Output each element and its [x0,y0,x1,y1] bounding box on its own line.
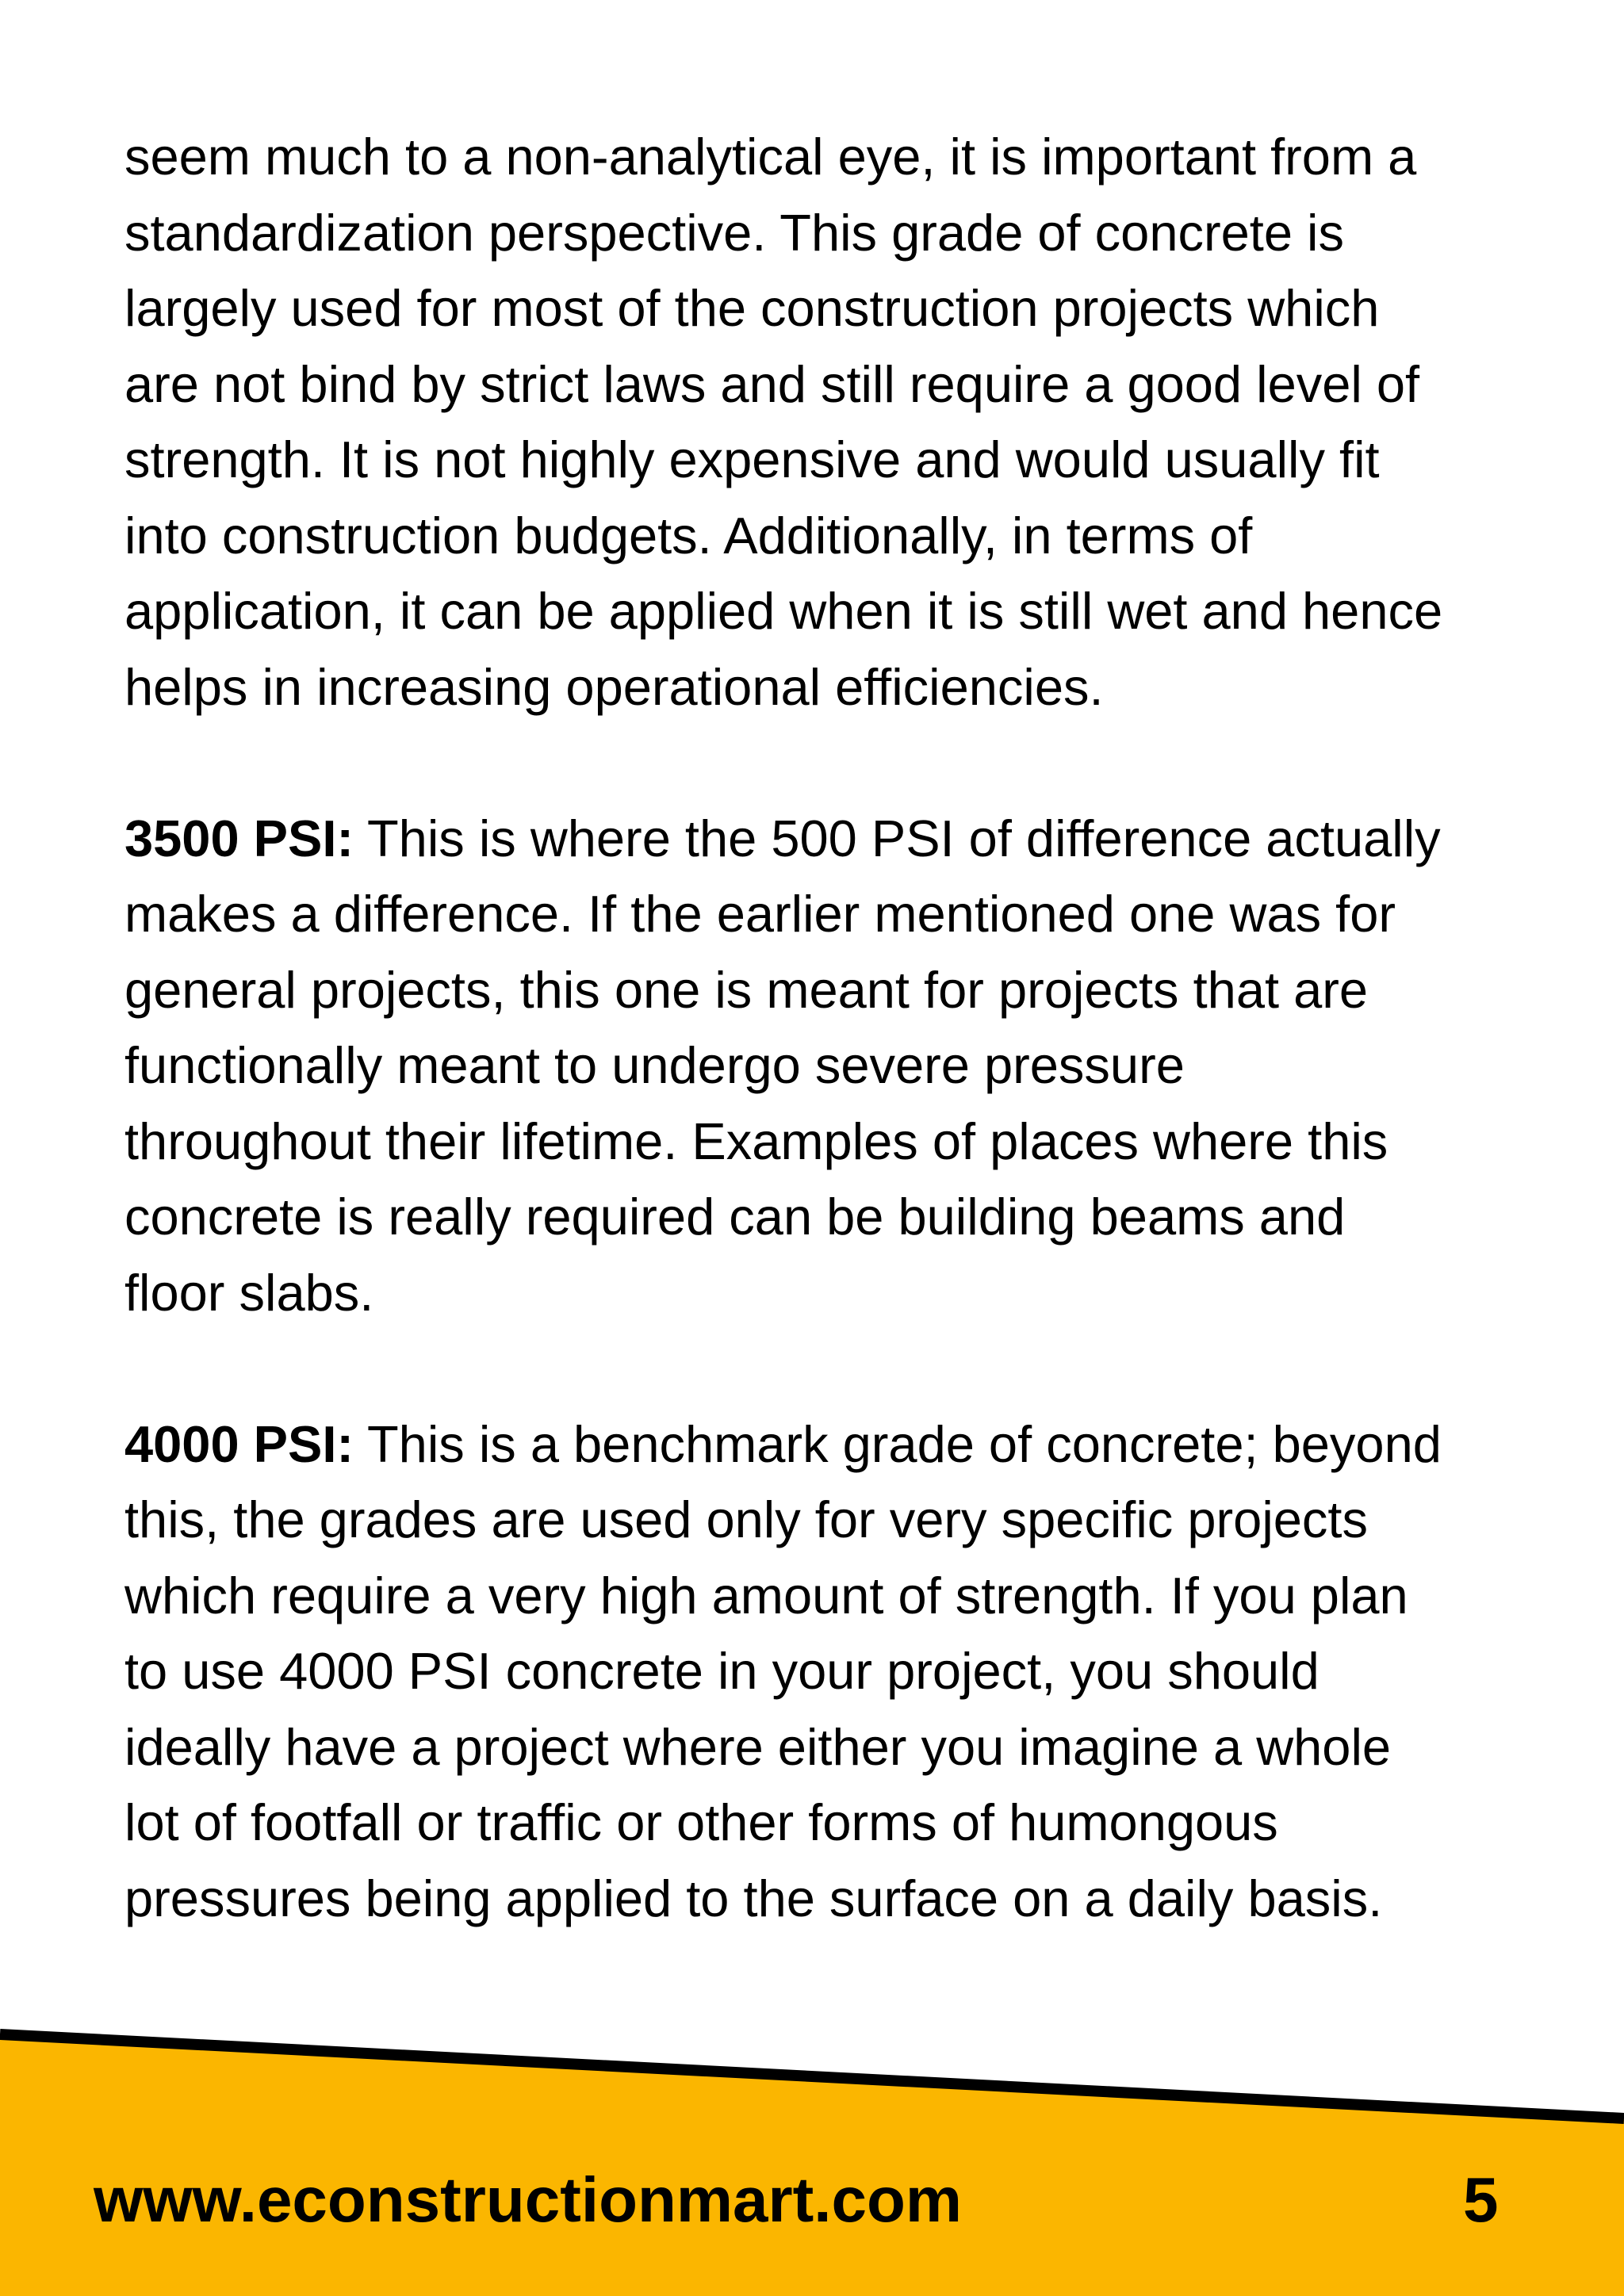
page-number: 5 [1463,2164,1499,2235]
paragraph-lead: 4000 PSI: [124,1414,354,1473]
paragraph-text: seem much to a non-analytical eye, it is important from a standardization perspective. This grade of concrete is largely used for most of the construction projects which are not bind by strict laws and still require a good level of strength. It is not highly expensive and would usually fit into construction budgets. Additionally, in terms of application, it can be applied when it is still wet and hence helps in increasing operational efficiencies. [124,128,1443,716]
paragraph-text: This is where the 500 PSI of difference actually makes a difference. If the earlier mentioned one was for general projects, this one is meant for projects that are functionally meant to undergo severe pressure throughout their lifetime. Examples of places where this concrete is really required can be building beams and floor slabs. [124,809,1441,1322]
paragraph-lead: 3500 PSI: [124,809,354,867]
paragraph-text: This is a benchmark grade of concrete; beyond this, the grades are used only for very specific projects which require a very high amount of strength. If you plan to use 4000 PSI concrete in your project, you should ideally have a project where either you imagine a whole lot of footfall or traffic or other forms of humongous pressures being applied to the surface on a daily basis. [124,1414,1442,1927]
footer-website-url[interactable]: www.econstructionmart.com [94,2164,962,2235]
